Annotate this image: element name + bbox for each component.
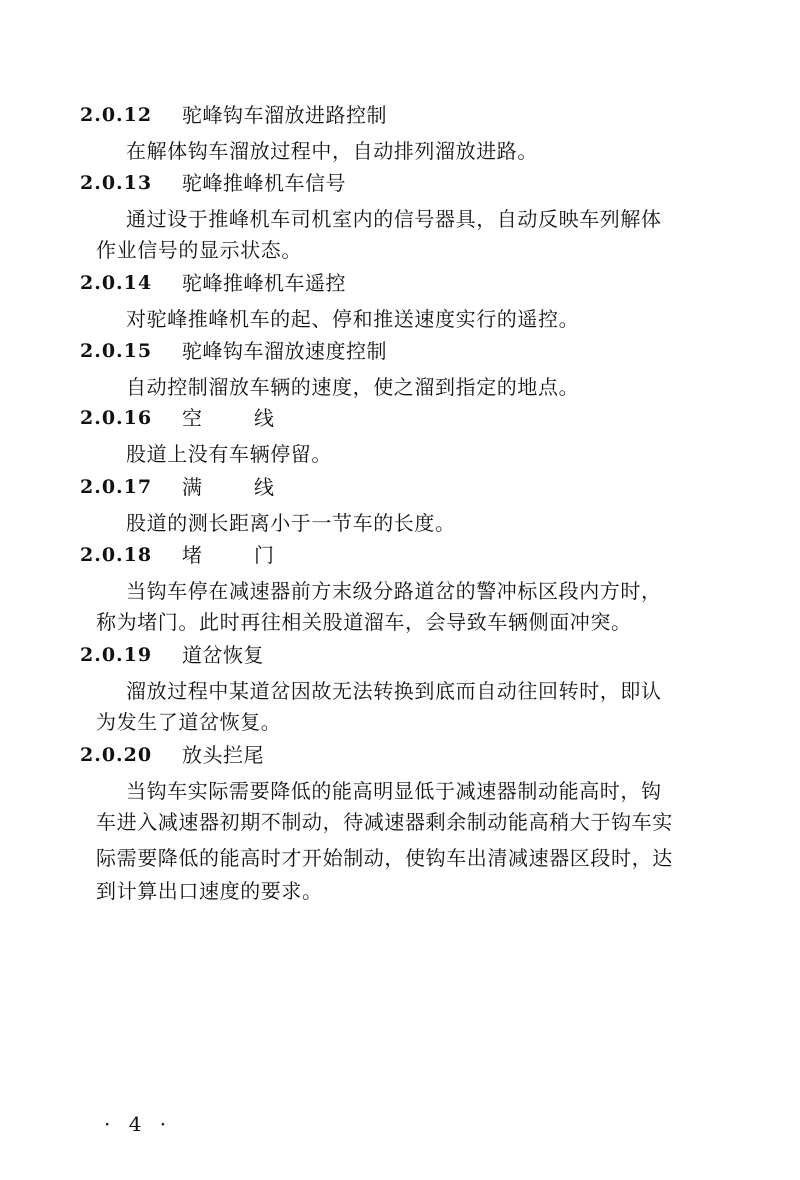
body-line: 车进入减速器初期不制动，待减速器剩余制动能高稍大于钩车实 (96, 810, 673, 834)
section-number: 2.0.18 (80, 544, 153, 566)
body-line: 当钩车实际需要降低的能高明显低于减速器制动能高时，钩 (126, 779, 662, 803)
section-title: 驼峰推峰机车信号 (182, 171, 346, 195)
section-title: 驼峰钩车溜放进路控制 (182, 103, 387, 127)
body-line: 通过设于推峰机车司机室内的信号器具，自动反映车列解体 (126, 207, 662, 231)
section-title: 道岔恢复 (182, 643, 264, 667)
body-line: 称为堵门。此时再往相关股道溜车，会导致车辆侧面冲突。 (96, 610, 632, 634)
body-line: 股道的测长距离小于一节车的长度。 (126, 511, 456, 535)
section-number: 2.0.17 (80, 476, 153, 498)
section-title: 空线 (182, 406, 326, 430)
section-number: 2.0.12 (80, 104, 153, 126)
body-line: 为发生了道岔恢复。 (96, 710, 282, 734)
body-line: 际需要降低的能高时才开始制动，使钩车出清减速器区段时，达 (96, 846, 673, 870)
section-title: 放头拦尾 (182, 743, 264, 767)
section-title: 满线 (182, 475, 326, 499)
body-line: 股道上没有车辆停留。 (126, 442, 332, 466)
body-line: 当钩车停在减速器前方末级分路道岔的警冲标区段内方时， (126, 579, 662, 603)
body-line: 自动控制溜放车辆的速度，使之溜到指定的地点。 (126, 375, 580, 399)
section-number: 2.0.16 (80, 407, 153, 429)
section-title: 堵门 (182, 543, 326, 567)
body-line: 溜放过程中某道岔因故无法转换到底而自动往回转时，即认 (126, 679, 662, 703)
section-number: 2.0.20 (80, 744, 153, 766)
section-number: 2.0.14 (80, 272, 153, 294)
section-number: 2.0.13 (80, 172, 153, 194)
section-title: 驼峰推峰机车遥控 (182, 271, 346, 295)
section-title: 驼峰钩车溜放速度控制 (182, 339, 387, 363)
page-number: · 4 · (104, 1112, 173, 1136)
body-line: 到计算出口速度的要求。 (96, 879, 323, 903)
body-line: 作业信号的显示状态。 (96, 238, 302, 262)
body-line: 对驼峰推峰机车的起、停和推送速度实行的遥控。 (126, 307, 580, 331)
body-line: 在解体钩车溜放过程中，自动排列溜放进路。 (126, 139, 538, 163)
section-number: 2.0.15 (80, 340, 153, 362)
section-number: 2.0.19 (80, 644, 153, 666)
